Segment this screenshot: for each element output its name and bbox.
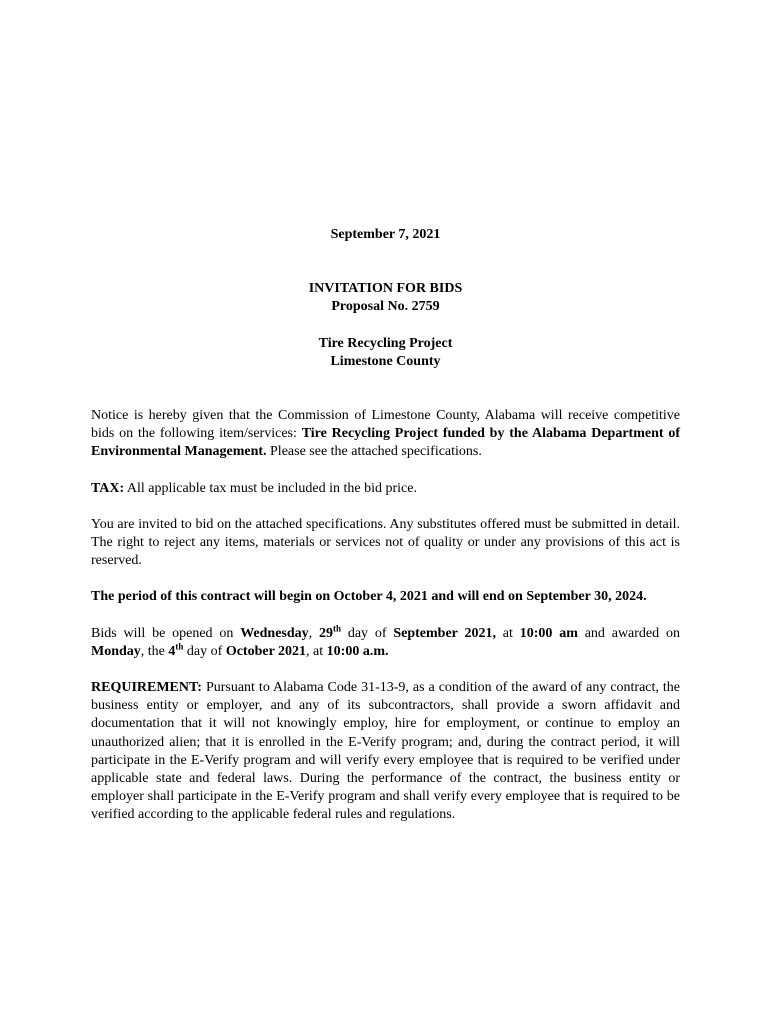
county-name: Limestone County: [330, 353, 441, 369]
bid-open-time: 10:00 am: [519, 625, 578, 641]
contract-period-text: The period of this contract will begin on October 4, 2021 and will end on September 30, 2024.: [91, 589, 647, 605]
bid-text-4: at: [495, 625, 520, 641]
document-title: INVITATION FOR BIDS: [308, 281, 463, 297]
bid-text-1: Bids will be opened on: [91, 625, 241, 641]
requirement-paragraph: [91, 679, 680, 825]
tax-paragraph: [91, 480, 680, 498]
award-month: October 2021: [225, 643, 307, 659]
bid-text-7: day of: [183, 643, 226, 659]
notice-paragraph: [91, 407, 680, 462]
notice-text: Notice is hereby given that the Commission of Limestone County, Alabama will receive competitive bids on the following item/services:: [91, 408, 680, 442]
requirement-label: REQUIREMENT:: [91, 680, 202, 696]
requirement-text: Pursuant to Alabama Code 31-13-9, as a condition of the award of any contract, the business entity or employer, and any of its subcontractors, shall provide a sworn affidavit and documentation that it will not knowingly employ, hire for employment, or continue to employ an unauthorized alien; that it is enrolled in the E-Verify program; and, during the contract period, it will participate in the E-Verify program and will verify every employee that is required to be verified under applicable state and federal laws. During the performance of the contract, the business entity or employer shall participate in the E-Verify program and shall verify every employee that is required to be verified according to the applicable federal rules and regulations.: [91, 680, 680, 823]
invite-paragraph: You are invited to bid on the attached specifications. Any substitutes offered must be submitted in detail. The right to reject any items, materials or services not of quality or under any provisions of this act is reserved.: [91, 516, 680, 569]
document-page: [91, 226, 680, 843]
bid-open-month: September 2021,: [393, 625, 496, 641]
award-day: 4: [168, 643, 176, 659]
award-weekday: Monday: [91, 643, 141, 659]
bid-open-day-suffix: th: [333, 622, 342, 633]
notice-project-bold: Tire Recycling Project funded by the Alabama Department of Environmental Management.: [91, 426, 680, 460]
award-day-suffix: th: [175, 641, 184, 652]
award-time: 10:00 a.m.: [326, 643, 389, 659]
bid-dates-paragraph: [91, 622, 680, 661]
bid-text-8: , at: [306, 643, 327, 659]
bid-text-2: ,: [308, 625, 319, 641]
bid-text-5: and awarded on: [577, 625, 680, 641]
bid-text-3: day of: [341, 625, 394, 641]
tax-label: TAX:: [91, 480, 125, 496]
proposal-number: Proposal No. 2759: [331, 299, 440, 315]
bid-open-day: 29: [319, 625, 333, 641]
bid-open-weekday: Wednesday: [240, 625, 309, 641]
contract-period-paragraph: [91, 588, 680, 606]
document-date: September 7, 2021: [330, 227, 441, 242]
bid-text-6: , the: [140, 643, 169, 659]
notice-specs-text: Please see the attached specifications.: [266, 444, 482, 460]
project-name: Tire Recycling Project: [318, 335, 453, 351]
tax-text: All applicable tax must be included in the bid price.: [124, 480, 417, 496]
